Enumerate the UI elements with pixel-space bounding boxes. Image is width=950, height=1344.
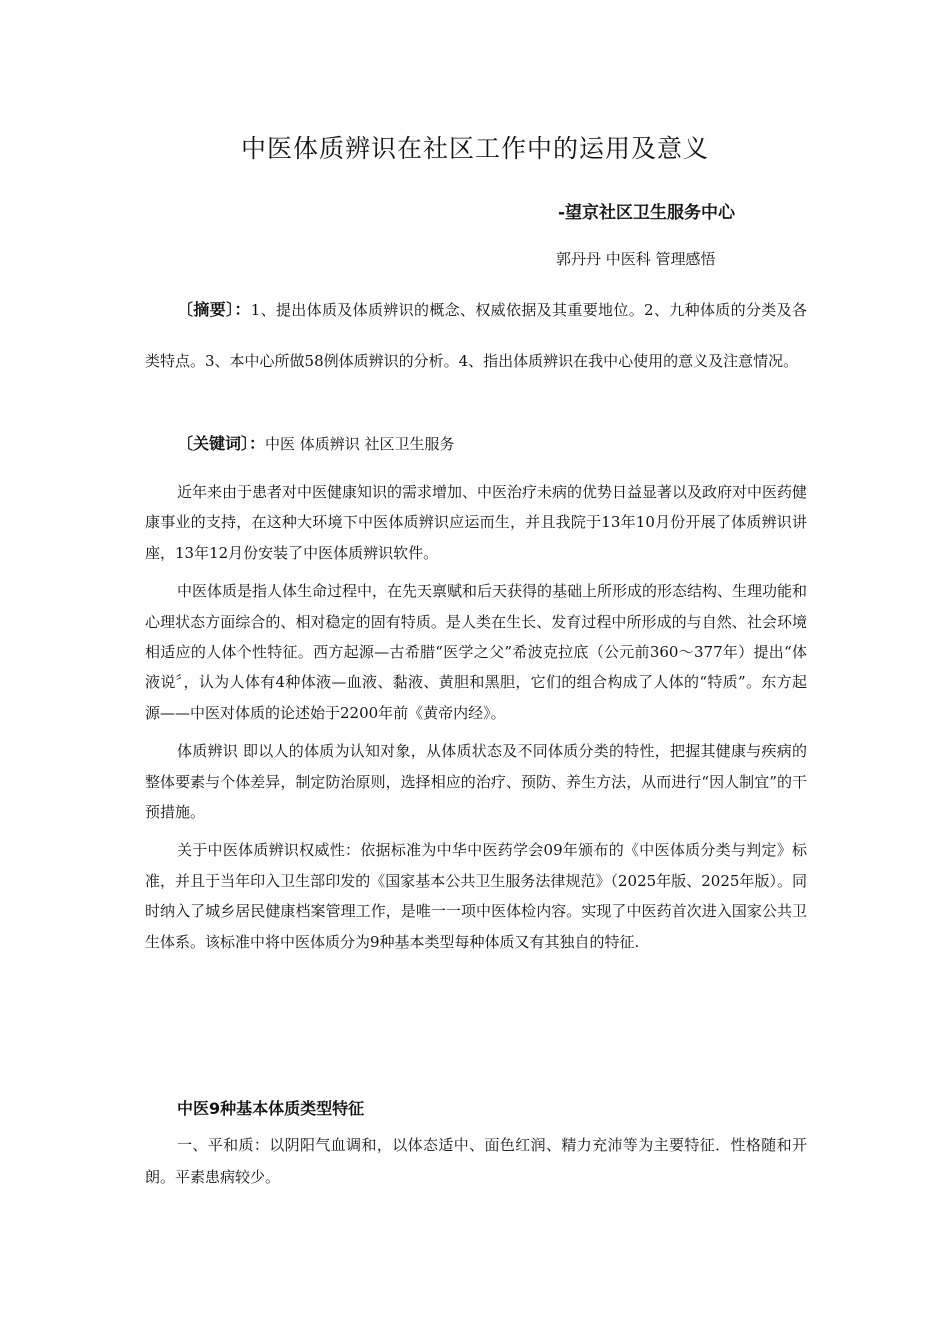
abstract [145, 284, 807, 387]
abstract-text: 1、提出体质及体质辨识的概念、权威依据及其重要地位。2、九种体质的分类及各类特点。3、本中心所做58例体质辨识的分析。4、指出体质辨识在我中心使用的意义及注意情况。 [145, 301, 807, 370]
keywords [177, 431, 455, 457]
abstract-label: 〔摘要〕： [177, 300, 251, 319]
section-body [145, 1129, 807, 1193]
paragraph-balanced-type: 一、平和质：以阴阳气血调和，以体态适中、面色红润、精力充沛等为主要特征．性格随和开朗。平素患病较少。 [145, 1136, 807, 1186]
paragraph-constitution-definition: 中医体质是指人体生命过程中，在先天禀赋和后天获得的基础上所形成的形态结构、生理功能和心理状态方面综合的、相对稳定的固有特质。是人类在生长、发育过程中所形成的与自然、社会环境相适应的人体个性特征。西方起源—古希腊“医学之父”希波克拉底（公元前360～377年）提出“体液说〞，认为人体有4种体液—血液、黏液、黄胆和黑胆，它们的组合构成了人体的“特质”。东方起源——中医对体质的论述始于2200年前《黄帝内经》。 [145, 582, 808, 722]
paragraph-authority: 关于中医体质辨识权威性：依据标准为中华中医药学会09年颁布的《中医体质分类与判定》标准，并且于当年印入卫生部印发的《国家基本公共卫生服务法律规范》（2025年版、2025年版）。同时纳入了城乡居民健康档案管理工作，是唯一一项中医体检内容。实现了中医药首次进入国家公共卫生体系。该标准中将中医体质分为9种基本类型每种体质又有其独自的特征. [145, 841, 807, 951]
body-section [145, 477, 807, 965]
keywords-label: 〔关键词〕： [177, 434, 266, 453]
section-heading: 中医9种基本体质类型特征 [177, 1099, 365, 1118]
paragraph-intro: 近年来由于患者对中医健康知识的需求增加、中医治疗未病的优势日益显著以及政府对中医药健康事业的支持，在这种大环境下中医体质辨识应运而生，并且我院于13年10月份开展了体质辨识讲座，13年12月份安装了中医体质辨识软件。 [145, 483, 808, 562]
keywords-text: 中医 体质辨识 社区卫生服务 [265, 435, 455, 453]
paragraph-constitution-identification: 体质辨识 即以人的体质为认知对象，从体质状态及不同体质分类的特性，把握其健康与疾病的整体要素与个体差异，制定防治原则，选择相应的治疗、预防、养生方法，从而进行“因人制宜”的干预措施。 [145, 742, 807, 822]
document-title: 中医体质辨识在社区工作中的运用及意义 [240, 134, 709, 163]
author-line: 郭丹丹 中医科 管理感悟 [556, 250, 716, 268]
organization-line: -望京社区卫生服务中心 [558, 203, 736, 223]
